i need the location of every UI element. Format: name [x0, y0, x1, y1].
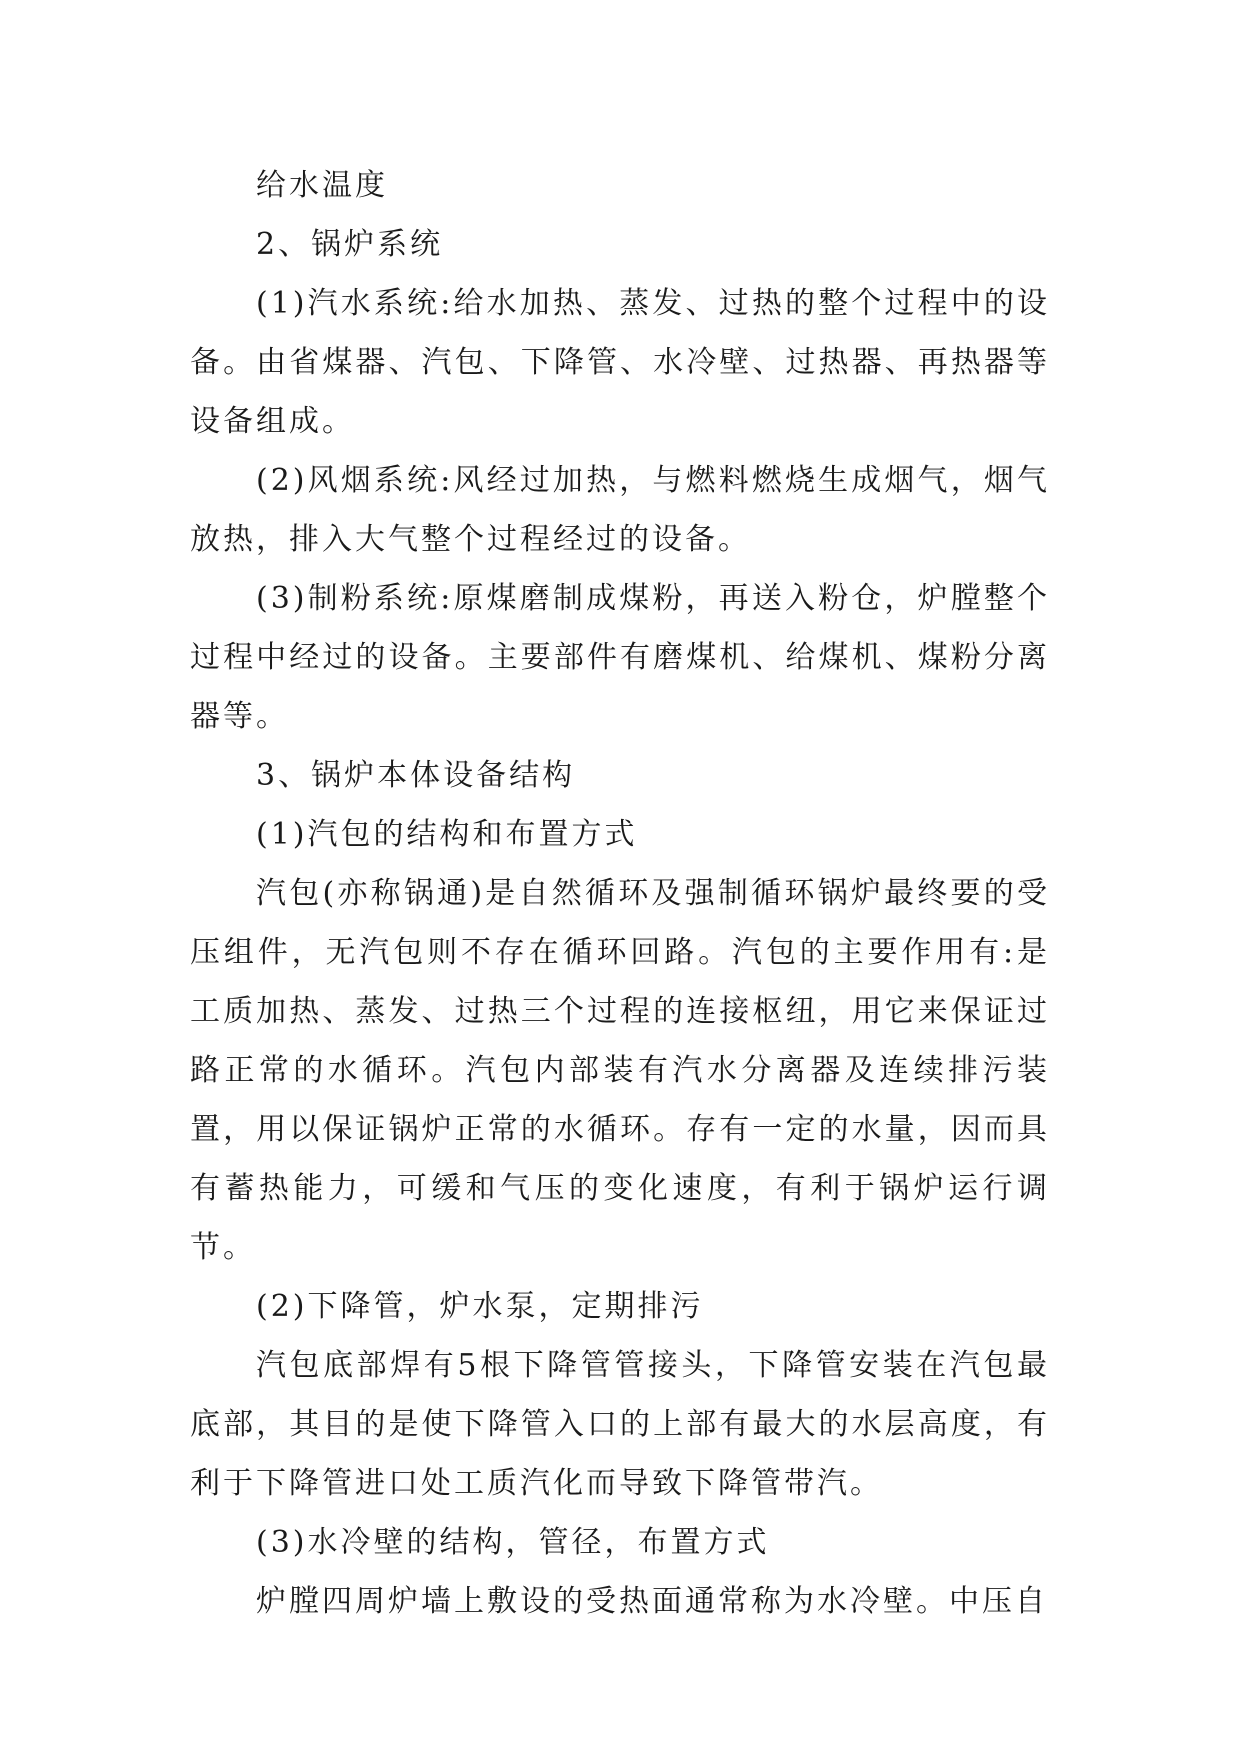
subheading-downcomer: (2)下降管，炉水泵，定期排污 [256, 1289, 704, 1324]
paragraph-air-flue-gas-system: (2)风烟系统:风经过加热，与燃料燃烧生成烟气，烟气放热，排入大气整个过程经过的设备。 [190, 463, 1050, 557]
subheading-water-wall: (3)水冷壁的结构，管径，布置方式 [256, 1525, 770, 1560]
paragraph-steam-water-system: (1)汽水系统:给水加热、蒸发、过热的整个过程中的设备。由省煤器、汽包、下降管、水冷壁、过热器、再热器等设备组成。 [190, 286, 1050, 439]
heading-boiler-body-structure: 3、锅炉本体设备结构 [256, 758, 576, 793]
document-page [190, 156, 1050, 1631]
subheading-drum-structure: (1)汽包的结构和布置方式 [256, 817, 638, 852]
heading-boiler-system: 2、锅炉系统 [256, 227, 444, 262]
paragraph-downcomer-description: 汽包底部焊有5根下降管管接头，下降管安装在汽包最底部，其目的是使下降管入口的上部有最大的水层高度，有利于下降管进口处工质汽化而导致下降管带汽。 [190, 1348, 1050, 1501]
paragraph-pulverizing-system: (3)制粉系统:原煤磨制成煤粉，再送入粉仓，炉膛整个过程中经过的设备。主要部件有磨煤机、给煤机、煤粉分离器等。 [190, 581, 1050, 734]
paragraph-water-wall-description: 炉膛四周炉墙上敷设的受热面通常称为水冷壁。中压自 [256, 1584, 1048, 1619]
paragraph-drum-description: 汽包(亦称锅通)是自然循环及强制循环锅炉最终要的受压组件，无汽包则不存在循环回路。汽包的主要作用有:是工质加热、蒸发、过热三个过程的连接枢纽，用它来保证过路正常的水循环。汽包内部装有汽水分离器及连续排污装置，用以保证锅炉正常的水循环。存有一定的水量，因而具有蓄热能力，可缓和气压的变化速度，有利于锅炉运行调节。 [190, 876, 1050, 1265]
paragraph-feedwater-temperature: 给水温度 [256, 168, 388, 203]
